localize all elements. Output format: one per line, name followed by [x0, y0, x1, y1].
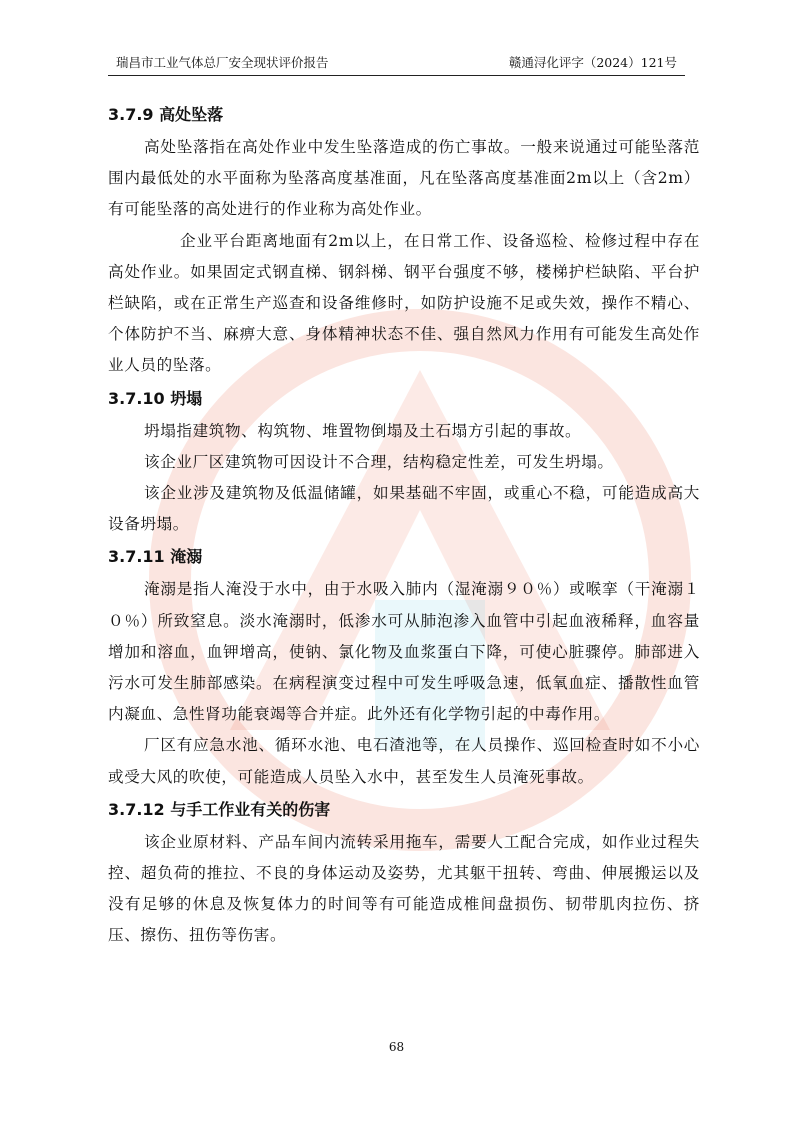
- section-heading: 3.7.10 坍塌: [108, 388, 203, 408]
- header-divider: [108, 75, 685, 76]
- section-heading: 3.7.9 高处坠落: [108, 105, 224, 124]
- paragraph: 坍塌指建筑物、构筑物、堆置物倒塌及土石塌方引起的事故。: [144, 421, 582, 440]
- paragraph: 企业平台距离地面有2m以上，在日常工作、设备巡检、检修过程中存在高处作业。如果固定式钢直梯、钢斜梯、钢平台强度不够，楼梯护栏缺陷、平台护栏缺陷，或在正常生产巡查和设备维修时，如防护设施不足或失效，操作不精心、个体防护不当、麻痹大意、身体精神状态不佳、强自然风力作用有可能发生高处作业人员的坠落。: [108, 231, 700, 375]
- paragraph: 该企业涉及建筑物及低温储罐，如果基础不牢固，或重心不稳，可能造成高大设备坍塌。: [108, 484, 700, 534]
- paragraph: 该企业厂区建筑物可因设计不合理，结构稳定性差，可发生坍塌。: [144, 452, 614, 471]
- paragraph: 高处坠落指在高处作业中发生坠落造成的伤亡事故。一般来说通过可能坠落范围内最低处的水平面称为坠落高度基准面，凡在坠落高度基准面2m以上（含2m）有可能坠落的高处进行的作业称为高处作业。: [108, 138, 700, 219]
- page-number: 68: [388, 1040, 405, 1054]
- paragraph: 该企业原材料、产品车间内流转采用拖车，需要人工配合完成，如作业过程失控、超负荷的推拉、不良的身体运动及姿势，尤其躯干扭转、弯曲、伸展搬运以及没有足够的休息及恢复体力的时间等有可能造成椎间盘损伤、韧带肌肉拉伤、挤压、擦伤、扭伤等伤害。: [108, 832, 700, 945]
- section-heading: 3.7.12 与手工作业有关的伤害: [108, 799, 331, 819]
- section-heading: 3.7.11 淹溺: [108, 547, 203, 567]
- page-body: [108, 98, 700, 952]
- header-document-number: 赣通浔化评字（2024）121号: [508, 55, 677, 70]
- paragraph: 厂区有应急水池、循环水池、电石渣池等，在人员操作、巡回检查时如不小心或受大风的吹使，可能造成人员坠入水中，甚至发生人员淹死事故。: [108, 736, 700, 786]
- page-header: [108, 52, 685, 74]
- header-report-title: 瑞昌市工业气体总厂安全现状评价报告: [116, 55, 329, 70]
- paragraph: 淹溺是指人淹没于水中，由于水吸入肺内（湿淹溺９０％）或喉挛（干淹溺１０％）所致窒息。淡水淹溺时，低渗水可从肺泡渗入血管中引起血液稀释，血容量增加和溶血，血钾增高，使钠、氯化物及血浆蛋白下降，可使心脏骤停。肺部进入污水可发生肺部感染。在病程演变过程中可发生呼吸急速，低氧血症、播散性血管内凝血、急性肾功能衰竭等合并症。此外还有化学物引起的中毒作用。: [108, 580, 700, 724]
